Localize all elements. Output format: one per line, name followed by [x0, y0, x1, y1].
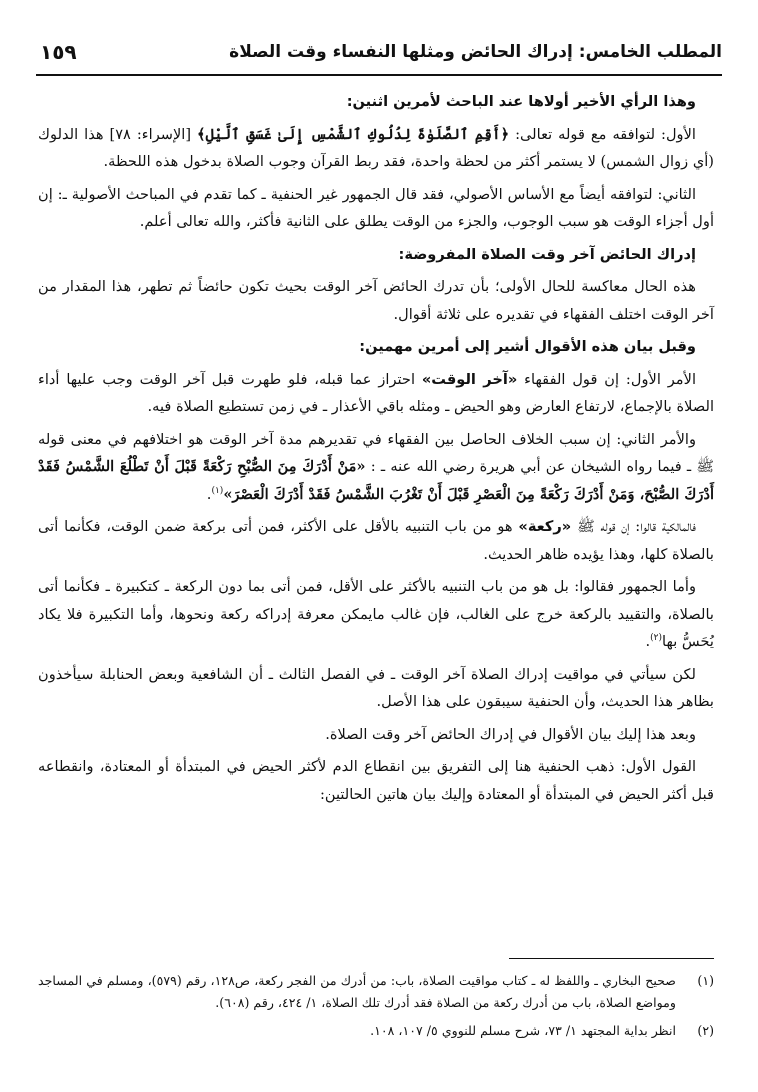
first-reason-lead: الأول: لتوافقه مع قوله تعالى: [509, 125, 696, 143]
running-header [36, 40, 722, 76]
malikiyya-lead: فالمالكية قالوا: إن قوله ﷺ [571, 518, 696, 535]
footnote-text: انظر بداية المجتهد ١/ ٧٣، شرح مسلم للنووي ٥/ ١٠٧، ١٠٨. [370, 1023, 676, 1038]
footnote-ref-1: (١) [211, 485, 224, 496]
footnotes [38, 970, 714, 1048]
paragraph-case-description: هذه الحال معاكسة للحال الأولى؛ بأن تدرك الحائض آخر الوقت بحيث تكون حائضاً ثم تطهر، هذا المقدار من آخر الوقت اختلف الفقهاء في تقديره على ثلاثة أقوال. [38, 278, 714, 323]
quran-verse: ﴿أَقِمِ ٱلصَّلَوٰةَ لِدُلُوكِ ٱلشَّمْسِ إِلَىٰ غَسَقِ ٱلَّيْلِ﴾ [197, 125, 510, 143]
first-reason-rest: [الإسراء: ٧٨] هذا الدلوك (أي زوال الشمس) لا يستمر أكثر من لحظة واحدة، فقد ربط القرآن وجوب الصلاة بدخول هذه اللحظة. [38, 125, 714, 170]
malikiyya-rest: هو من باب التنبيه بالأقل على الأكثر، فمن أتى بركعة ضمن الوقت، فكأنما أتى بالصلاة كلها، وهذا يؤيده ظاهر الحديث. [38, 518, 714, 563]
footnote-ref-2: (٢) [650, 633, 663, 644]
header-title: المطلب الخامس: إدراك الحائض ومثلها النفساء وقت الصلاة [229, 42, 722, 62]
paragraph-two-matters: وقبل بيان هذه الأقوال أشير إلى أمرين مهمين: [359, 338, 696, 355]
footnote-number: (٢) [697, 1023, 714, 1038]
section-heading: إدراك الحائض آخر وقت الصلاة المفروضة: [398, 245, 696, 263]
matter-two-lead: والأمر الثاني: إن سبب الخلاف الحاصل بين الفقهاء في تقديرهم مدة آخر الوقت هو اختلافهم في معنى قوله ﷺ ـ فيما رواه الشيخان عن أبي هريرة رضي الله عنه ـ : [38, 430, 714, 475]
footnote-item [38, 1020, 714, 1042]
footnote-number: (١) [697, 973, 714, 988]
footnote-text: صحيح البخاري ـ واللفظ له ـ كتاب مواقيت الصلاة، باب: من أدرك من الفجر ركعة، ص١٢٨، رقم (٥٧٩)، ومسلم في المساجد ومواضع الصلاة، باب من أدرك ركعة من الصلاة فقد أدرك تلك الصلاة، ١/ ٤٢٤، رقم (٦٠٨). [38, 973, 676, 1010]
paragraph-first-reason [38, 121, 714, 176]
matter-one-lead: الأمر الأول: إن قول الفقهاء [517, 370, 696, 388]
paragraph-matter-two [38, 426, 714, 509]
matter-two-end: . [206, 485, 212, 503]
hadith-text: «مَنْ أَدْرَكَ مِنَ الصُّبْحِ رَكْعَةً قَبْلَ أَنْ تَطْلُعَ الشَّمْسُ فَقَدْ أَدْرَكَ الصُّبْحَ، وَمَنْ أَدْرَكَ رَكْعَةً مِنَ الْعَصْرِ قَبْلَ أَنْ تَغْرُبَ الشَّمْسُ فَقَدْ أَدْرَكَ الْعَصْرَ» [38, 458, 714, 503]
paragraph-first-opinion: القول الأول: ذهب الحنفية هنا إلى التفريق بين انقطاع الدم لأكثر الحيض في المبتدأة أو المعتادة، وانقطاعه قبل أكثر الحيض في المبتدأة أو المعتادة وإليك بيان هاتين الحالتين: [38, 758, 714, 803]
jumhur-end: . [645, 633, 651, 650]
term-rakah: «ركعة» [518, 518, 572, 535]
paragraph-malikiyya [38, 513, 714, 568]
term-end-of-time: «آخر الوقت» [421, 370, 518, 388]
footnote-item [38, 970, 714, 1014]
matter-one-rest: احتراز عما قبله، فلو طهرت قبل آخر الوقت وجب عليها أداء الصلاة بالإجماع، لارتفاع العارض وهو الحيض ـ ومثله باقي الأعذار ـ في زمن تستطيع الصلاة فيه. [38, 370, 714, 415]
footnote-divider [509, 958, 714, 959]
page-number: ١٥٩ [40, 40, 77, 64]
jumhur-text: وأما الجمهور فقالوا: بل هو من باب التنبيه بالأكثر على الأقل، فمن أتى بما دون الركعة ـ كتكبيرة ـ فكأنما أتى بالصلاة، والتقييد بالركعة خرج على الغالب، فإن غالب مايمكن معرفة إدراكه ركعة ونحوها، وأما التكبيرة فلا يكاد يُحَسُّ بها [38, 578, 714, 650]
paragraph-matter-one [38, 366, 714, 421]
paragraph-jumhur [38, 573, 714, 656]
paragraph-shafiiyya: لكن سيأتي في مواقيت إدراك الصلاة آخر الوقت ـ في الفصل الثالث ـ أن الشافعية وبعض الحنابلة سيأخذون بظاهر هذا الحديث، وأن الحنفية سيبقون على هذا الأصل. [38, 665, 714, 710]
paragraph-transition: وبعد هذا إليك بيان الأقوال في إدراك الحائض آخر وقت الصلاة. [325, 725, 696, 743]
main-text [38, 88, 714, 813]
paragraph-intro: وهذا الرأي الأخير أولاها عند الباحث لأمرين اثنين: [346, 93, 696, 110]
paragraph-second-reason: الثاني: لتوافقه أيضاً مع الأساس الأصولي، فقد قال الجمهور غير الحنفية ـ كما تقدم في المباحث الأصولية ـ: إن أول أجزاء الوقت هو سبب الوجوب، والجزء من الوقت يطلق على الثانية فأكثر، والله تعالى أعلم. [38, 185, 714, 230]
